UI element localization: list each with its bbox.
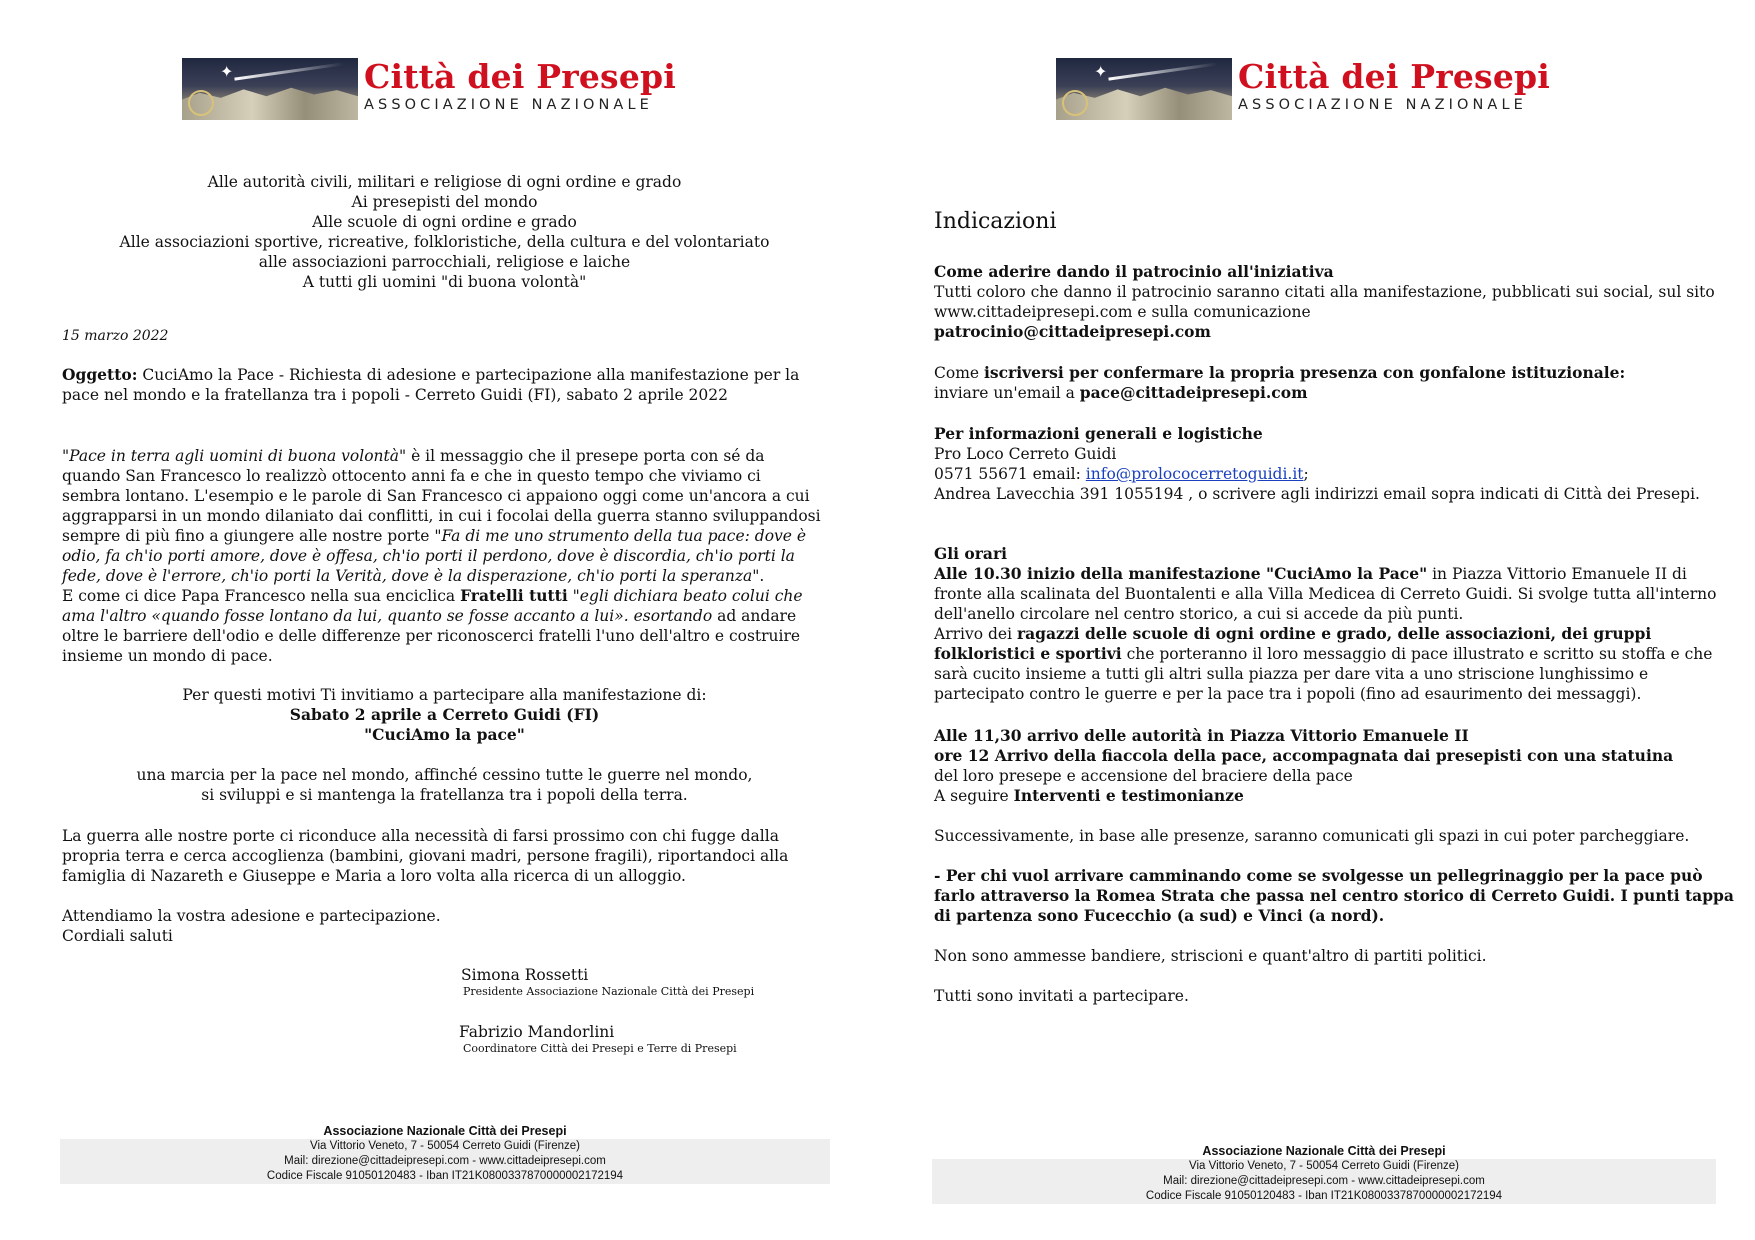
nativity-quote: "Pace in terra agli uomini di buona volontà": [62, 447, 407, 465]
letter-body-paragraph: [62, 446, 824, 666]
letter-footer: [932, 1144, 1716, 1204]
page-heading: Indicazioni: [934, 209, 1057, 234]
timeline-item: ore 12 Arrivo della fiaccola della pace, accompagnata dai presepisti con una statuina: [934, 746, 1674, 765]
letter-footer: [60, 1124, 830, 1184]
info-line: 0571 55671 email:: [934, 465, 1086, 483]
schedule-start: Alle 10.30 inizio della manifestazione "CuciAmo la Pace": [934, 564, 1428, 583]
signatory-role: Coordinatore Città dei Presepi e Terre di Presepi: [463, 1042, 737, 1055]
timeline-item: Alle 11,30 arrivo delle autorità in Piazza Vittorio Emanuele II: [934, 726, 1469, 745]
logo-subtitle: ASSOCIAZIONE NAZIONALE: [1238, 97, 1527, 113]
parking-note: Successivamente, in base alle presenze, saranno comunicati gli spazi in cui poter parcheggiare.: [934, 827, 1690, 845]
schedule-text: Arrivo dei: [934, 625, 1017, 643]
subject-text: CuciAmo la Pace - Richiesta di adesione e partecipazione alla manifestazione per la pace nel mondo e la fratellanza tra i popoli - Cerreto Guidi (FI), sabato 2 aprile 2022: [62, 366, 800, 404]
timeline-text: A seguire: [934, 787, 1014, 805]
signatory-name: Fabrizio Mandorlini: [459, 1023, 615, 1041]
association-logo: [1056, 58, 1550, 120]
signature-2: [459, 1022, 737, 1056]
closing-line: Attendiamo la vostra adesione e partecipazione.: [62, 907, 441, 925]
info-line-end: ;: [1303, 465, 1309, 483]
letter-date: 15 marzo 2022: [62, 328, 169, 344]
section-info: [934, 424, 1739, 504]
signature-1: [461, 965, 754, 999]
participants: ragazzi delle scuole di ogni ordine e grado, delle associazioni, dei gruppi folkloristici e sportivi: [934, 624, 1652, 663]
footer-mail: Mail: direzione@cittadeipresepi.com - www.cittadeipresepi.com: [284, 1155, 606, 1167]
section-timeline: [934, 726, 1739, 806]
subject-label: Oggetto:: [62, 365, 138, 384]
footer-address: Via Vittorio Veneto, 7 - 50054 Cerreto Guidi (Firenze): [1189, 1160, 1459, 1172]
letter-page: [0, 0, 877, 1240]
march-line: una marcia per la pace nel mondo, affinché cessino tutte le guerre nel mondo,: [136, 766, 753, 784]
footer-mail: Mail: direzione@cittadeipresepi.com - www.cittadeipresepi.com: [1163, 1175, 1485, 1187]
recipient-line: Alle scuole di ogni ordine e grado: [312, 213, 577, 231]
encyclical-title: Fratelli tutti: [460, 586, 568, 605]
footer-address: Via Vittorio Veneto, 7 - 50054 Cerreto Guidi (Firenze): [310, 1140, 580, 1152]
body-text: ad andare oltre le barriere dell'odio e delle differenze per riconoscerci fratelli l'uno dell'altro e costruire insieme un mondo di pace.: [62, 607, 801, 665]
nativity-scene-image: ✦: [1056, 58, 1232, 120]
invite-line: Per questi motivi Ti invitiamo a partecipare alla manifestazione di:: [182, 686, 707, 704]
proloco-email-link[interactable]: info@prolococerretoguidi.it: [1085, 465, 1304, 483]
recipient-line: Ai presepisti del mondo: [351, 193, 538, 211]
registration-email: pace@cittadeipresepi.com: [1079, 383, 1308, 402]
footer-title: Associazione Nazionale Città dei Presepi: [323, 1124, 567, 1138]
march-line: si sviluppi e si mantenga la fratellanza tra i popoli della terra.: [201, 786, 688, 804]
invitation-block: [62, 685, 827, 745]
event-date: Sabato 2 aprile a Cerreto Guidi (FI): [289, 705, 600, 724]
footer-fiscal: Codice Fiscale 91050120483 - Iban IT21K0800337870000002172194: [266, 1170, 624, 1182]
signatory-role: Presidente Associazione Nazionale Città dei Presepi: [463, 985, 755, 998]
logo-title: Città dei Presepi: [1238, 57, 1551, 96]
section-title: Come aderire dando il patrocinio all'iniziativa: [934, 262, 1334, 281]
section-text: inviare un'email a: [934, 384, 1080, 402]
section-text: Tutti coloro che danno il patrocinio saranno citati alla manifestazione, pubblicati sui social, sul sito www.cittadeipresepi.com e sulla comunicazione: [934, 283, 1715, 321]
event-name: "CuciAmo la pace": [364, 725, 525, 744]
march-description: [62, 765, 827, 805]
invitation-note: Tutti sono invitati a partecipare.: [934, 987, 1189, 1005]
schedule-text: in Piazza Vittorio Emanuele II di fronte alla scalinata del Buontalenti e alla Villa Medicea di Cerreto Guidi. Si svolge tutta all'interno dell'anello circolare nel centro storico, a cui si accede da più punti.: [934, 565, 1717, 623]
section-schedule: [934, 544, 1739, 704]
instructions-page: [877, 0, 1755, 1240]
recipient-line: alle associazioni parrocchiali, religiose e laiche: [258, 253, 631, 271]
body-text: è il messaggio che il presepe porta con sé da quando San Francesco lo realizzò ottocento anni fa e che in questo tempo che viviamo ci sembra lontano. L'esempio e le parole di San Francesco ci appaiono oggi come un'ancora a cui aggrapparsi in un mondo dilaniato dai conflitti, in cui i focolai della guerra stanno sviluppandosi sempre di più fino a giungere alle nostre porte: [62, 447, 821, 545]
nativity-scene-image: ✦: [182, 58, 358, 120]
pilgrimage-note: - Per chi vuol arrivare camminando come se svolgesse un pellegrinaggio per la pace può farlo attraverso la Romea Strata che passa nel centro storico di Cerreto Guidi. I punti tappa di partenza sono Fucecchio (a sud) e Vinci (a nord).: [934, 866, 1734, 925]
logo-title: Città dei Presepi: [364, 57, 677, 96]
body-text: E come ci dice Papa Francesco nella sua enciclica: [62, 587, 461, 605]
closing: [62, 906, 441, 946]
recipient-line: Alle autorità civili, militari e religiose di ogni ordine e grado: [207, 173, 682, 191]
footer-fiscal: Codice Fiscale 91050120483 - Iban IT21K0800337870000002172194: [1145, 1190, 1503, 1202]
footer-title: Associazione Nazionale Città dei Presepi: [1202, 1144, 1446, 1158]
timeline-item: Interventi e testimonianze: [1013, 786, 1244, 805]
recipient-line: A tutti gli uomini "di buona volontà": [302, 273, 587, 291]
body-end: .: [759, 567, 765, 585]
closing-line: Cordiali saluti: [62, 927, 173, 945]
info-line: Andrea Lavecchia 391 1055194 , o scrivere agli indirizzi email sopra indicati di Città dei Presepi.: [934, 485, 1700, 503]
war-paragraph: La guerra alle nostre porte ci riconduce alla necessità di farsi prossimo con chi fugge dalla propria terra e cerca accoglienza (bambini, giovani madri, persone fragili), riportandoci alla famiglia di Nazareth e Giuseppe e Maria a loro volta alla ricerca di un alloggio.: [62, 827, 789, 885]
letter-subject: [62, 365, 822, 405]
section-title: Per informazioni generali e logistiche: [934, 424, 1263, 443]
logo-subtitle: ASSOCIAZIONE NAZIONALE: [364, 97, 653, 113]
recipients-list: [62, 172, 827, 292]
info-line: Pro Loco Cerreto Guidi: [934, 445, 1117, 463]
signatory-name: Simona Rossetti: [461, 966, 589, 984]
timeline-text: del loro presepe e accensione del braciere della pace: [934, 767, 1353, 785]
section-registration: [934, 363, 1739, 403]
encyclical-quote: "egli dichiara beato colui che ama l'altro «quando fosse lontano da lui, quanto se fosse accanto a lui». esortando: [62, 587, 803, 625]
recipient-line: Alle associazioni sportive, ricreative, folkloristiche, della cultura e del volontariato: [119, 233, 770, 251]
section-title: Gli orari: [934, 544, 1008, 563]
schedule-text: che porteranno il loro messaggio di pace illustrato e scritto su stoffa e che sarà cucito insieme a tutti gli altri sulla piazza per dare vita a uno striscione lunghissimo e partecipato contro le guerre e per la pace tra i popoli (fino ad esaurimento dei messaggi).: [934, 645, 1713, 703]
prayer-quote: "Fa di me uno strumento della tua pace: dove è odio, fa ch'io porti amore, dove è offesa, ch'io porti il perdono, dove è discordia, ch'io porti la fede, dove è l'errore, ch'io porti la Verità, dove è la disperazione, ch'io porti la speranza": [62, 527, 807, 585]
patronage-email: patrocinio@cittadeipresepi.com: [934, 322, 1211, 341]
association-logo: [182, 58, 676, 120]
flags-note: Non sono ammesse bandiere, striscioni e quant'altro di partiti politici.: [934, 947, 1487, 965]
section-text: Come: [934, 364, 984, 382]
section-title: iscriversi per confermare la propria presenza con gonfalone istituzionale:: [984, 363, 1626, 382]
section-patronage: [934, 262, 1739, 342]
